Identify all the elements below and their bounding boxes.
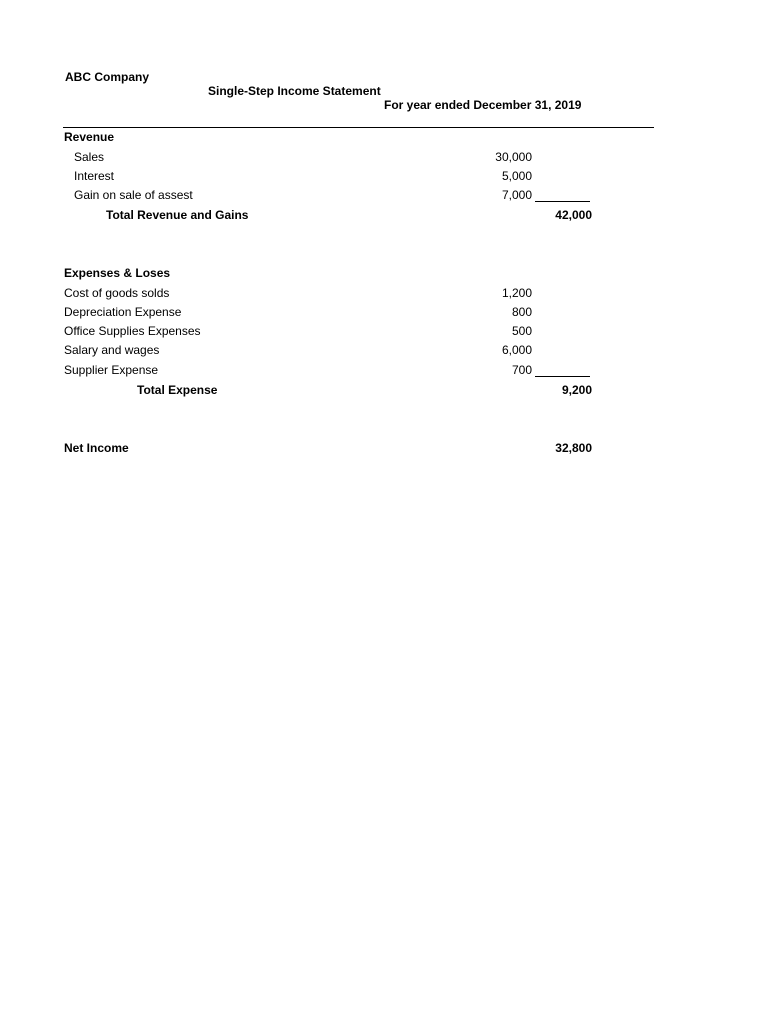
expenses-total-amount: 9,200 — [561, 383, 592, 397]
expense-item-label: Office Supplies Expenses — [64, 324, 201, 338]
expense-item-amount: 6,000 — [501, 343, 532, 357]
revenue-item-label: Gain on sale of assest — [74, 188, 193, 202]
expense-item-amount: 700 — [511, 363, 532, 377]
expense-item-amount: 500 — [511, 324, 532, 338]
expense-item-amount: 800 — [511, 305, 532, 319]
revenue-total-amount: 42,000 — [555, 208, 592, 222]
expense-item-label: Supplier Expense — [64, 363, 159, 377]
expenses-total-label: Total Expense — [137, 383, 218, 397]
revenue-item-label: Interest — [74, 169, 115, 183]
revenue-item-amount: 30,000 — [495, 150, 532, 164]
expense-item-label: Cost of goods solds — [64, 286, 170, 300]
expenses-subtotal-underline — [535, 376, 590, 377]
expenses-heading: Expenses & Loses — [64, 266, 171, 280]
revenue-item-amount: 7,000 — [501, 188, 532, 202]
expense-item-label: Salary and wages — [64, 343, 160, 357]
revenue-total-label: Total Revenue and Gains — [106, 208, 249, 222]
statement-title: Single-Step Income Statement — [208, 84, 381, 98]
net-income-amount: 32,800 — [555, 441, 592, 455]
revenue-subtotal-underline — [535, 201, 590, 202]
statement-period: For year ended December 31, 2019 — [384, 98, 582, 112]
net-income-label: Net Income — [64, 441, 129, 455]
expense-item-label: Depreciation Expense — [64, 305, 182, 319]
revenue-item-label: Sales — [74, 150, 105, 164]
expense-item-amount: 1,200 — [501, 286, 532, 300]
header-divider — [63, 127, 654, 128]
revenue-heading: Revenue — [64, 130, 115, 144]
company-name: ABC Company — [65, 70, 150, 84]
revenue-item-amount: 5,000 — [501, 169, 532, 183]
